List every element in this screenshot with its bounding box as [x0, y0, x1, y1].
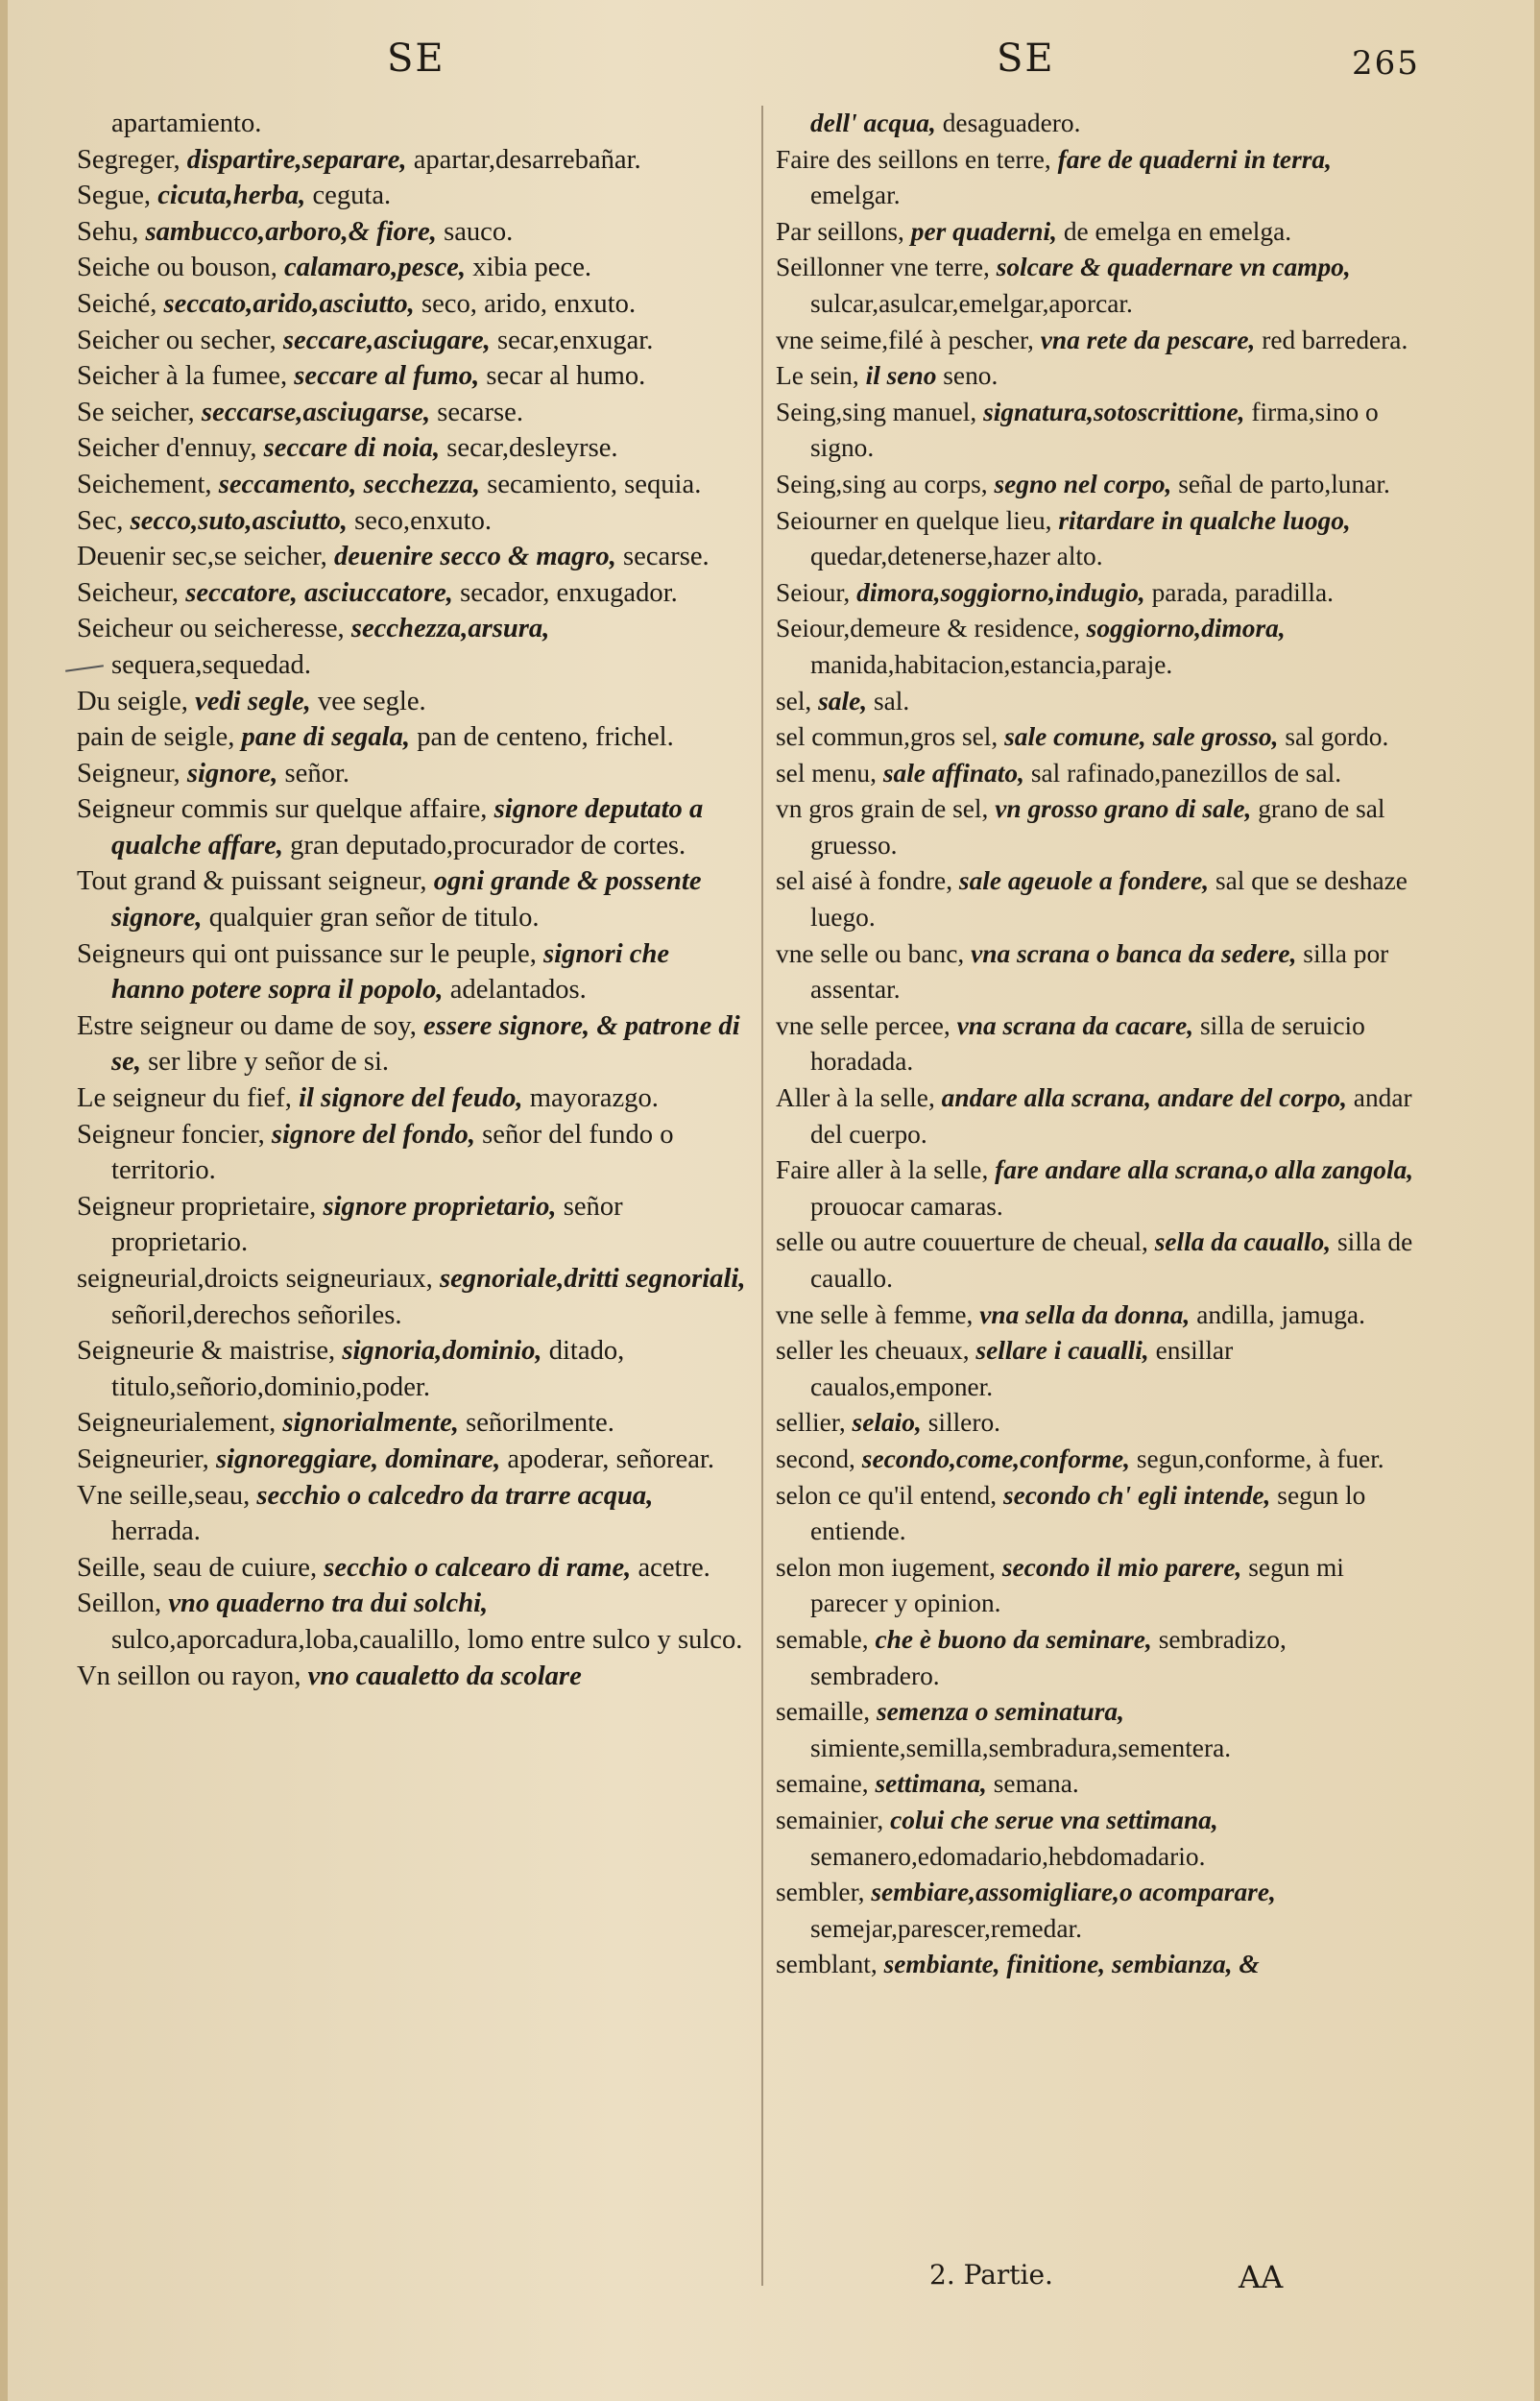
- dictionary-entry: [77, 611, 749, 683]
- italian-gloss: sembiante, finitione, sembianza, &: [883, 1950, 1260, 1979]
- dictionary-entry: [776, 684, 1417, 720]
- entry-text: semejar,parescer,remedar.: [810, 1913, 1082, 1943]
- dictionary-entry: [77, 323, 749, 359]
- dictionary-entry: [776, 575, 1417, 612]
- italian-gloss: dell' acqua,: [810, 109, 936, 137]
- italian-gloss: signore,: [186, 758, 278, 788]
- entry-text: sauco.: [444, 216, 514, 247]
- dictionary-entry: [776, 1442, 1417, 1478]
- entry-text: de emelga en emelga.: [1063, 216, 1292, 246]
- signature-mark: AA: [1239, 2259, 1284, 2295]
- entry-text: semaille,: [776, 1697, 871, 1727]
- entry-text: quedar,detenerse,hazer alto.: [810, 542, 1103, 571]
- italian-gloss: il signore del feudo,: [299, 1083, 523, 1114]
- entry-text: Seigneur,: [77, 758, 180, 788]
- entry-text: simiente,semilla,sembradura,sementera.: [810, 1733, 1232, 1762]
- italian-gloss: segnoriale,dritti segnoriali,: [439, 1264, 746, 1294]
- italian-gloss: selaio,: [852, 1408, 922, 1438]
- italian-gloss: secchezza,arsura,: [350, 614, 550, 644]
- entry-text: semblant,: [776, 1950, 878, 1979]
- italian-gloss: sella da cauallo,: [1154, 1227, 1332, 1257]
- dictionary-entry: [776, 323, 1417, 359]
- entry-text: sel,: [776, 686, 812, 715]
- entry-text: Le seigneur du fief,: [77, 1083, 292, 1114]
- italian-gloss: signori che hanno potere sopra il popolo,: [111, 938, 670, 1006]
- dictionary-entry: [776, 863, 1417, 935]
- entry-text: parada, paradilla.: [1151, 577, 1334, 607]
- dictionary-entry: [776, 1008, 1417, 1080]
- entry-text: Faire des seillons en terre,: [776, 144, 1051, 174]
- dictionary-entry: [776, 1080, 1417, 1152]
- entry-text: Deuenir sec,se seicher,: [77, 542, 327, 572]
- dictionary-entry: [77, 395, 749, 431]
- italian-gloss: seccare al fumo,: [294, 361, 480, 392]
- right-column: [776, 106, 1417, 1983]
- dictionary-entry: [77, 1189, 749, 1261]
- dictionary-entry: [77, 791, 749, 863]
- entry-text: Vne seille,seau,: [77, 1480, 251, 1511]
- dictionary-entry: [77, 1442, 749, 1478]
- italian-gloss: vn grosso grano di sale,: [995, 794, 1252, 824]
- entry-text: Sehu,: [77, 216, 139, 247]
- entry-text: emelgar.: [810, 181, 901, 210]
- entry-text: sulcar,asulcar,emelgar,aporcar.: [810, 288, 1133, 318]
- dictionary-entry: [776, 250, 1417, 322]
- dictionary-entry: [776, 756, 1417, 792]
- entry-text: grano de sal gruesso.: [810, 794, 1385, 860]
- entry-text: vn gros grain de sel,: [776, 794, 989, 824]
- entry-text: Par seillons,: [776, 216, 904, 246]
- entry-text: prouocar camaras.: [810, 1191, 1003, 1221]
- entry-text: selle ou autre couuerture de cheual,: [776, 1227, 1148, 1257]
- italian-gloss: sale comune, sale grosso,: [1004, 722, 1279, 752]
- entry-text: secarse.: [623, 542, 710, 572]
- italian-gloss: signore deputato a qualche affare,: [111, 794, 704, 861]
- italian-gloss: vno caualetto da scolare: [307, 1661, 582, 1691]
- entry-text: silla de seruicio horadada.: [810, 1010, 1365, 1077]
- entry-text: Seing,sing manuel,: [776, 397, 977, 426]
- italian-gloss: dimora,soggiorno,indugio,: [856, 577, 1145, 607]
- entry-text: Segue,: [77, 181, 152, 211]
- italian-gloss: sembiare,assomigliare,o acomparare,: [871, 1878, 1276, 1907]
- italian-gloss: vna sella da donna,: [979, 1299, 1191, 1329]
- entry-text: pan de centeno, frichel.: [417, 722, 674, 753]
- footer-part-label: 2. Partie.: [929, 2259, 1053, 2291]
- dictionary-page: [8, 0, 1534, 2401]
- italian-gloss: seccarse,asciugarse,: [201, 397, 431, 427]
- entry-text: red barredera.: [1262, 325, 1408, 354]
- entry-text: sel aisé à fondre,: [776, 866, 953, 896]
- dictionary-entry: [77, 358, 749, 395]
- italian-gloss: seccare di noia,: [263, 433, 441, 464]
- italian-gloss: secco,suto,asciutto,: [130, 505, 348, 536]
- entry-text: Seillon,: [77, 1589, 162, 1619]
- dictionary-entry: [77, 1659, 749, 1695]
- entry-text: Sec,: [77, 505, 124, 536]
- dictionary-entry: [77, 756, 749, 792]
- entry-text: Seillonner vne terre,: [776, 253, 990, 282]
- entry-text: segun lo entiende.: [810, 1480, 1366, 1546]
- entry-text: silla por assentar.: [810, 938, 1389, 1005]
- italian-gloss: signore del fondo,: [271, 1119, 476, 1150]
- entry-text: Aller à la selle,: [776, 1083, 935, 1113]
- dictionary-entry: [776, 936, 1417, 1008]
- entry-text: semainier,: [776, 1805, 884, 1834]
- entry-text: sal gordo.: [1285, 722, 1389, 752]
- entry-text: apartar,desarrebañar.: [413, 144, 641, 175]
- italian-gloss: seccare,asciugare,: [282, 325, 491, 355]
- dictionary-entry: [776, 1405, 1417, 1442]
- entry-text: seller les cheuaux,: [776, 1336, 970, 1366]
- entry-text: selon mon iugement,: [776, 1552, 996, 1582]
- italian-gloss: signoreggiare, dominare,: [215, 1443, 501, 1474]
- entry-text: secamiento, sequia.: [487, 469, 702, 499]
- dictionary-entry: [776, 719, 1417, 756]
- entry-text: xibia pece.: [472, 253, 592, 283]
- italian-gloss: cicuta,herba,: [157, 181, 306, 211]
- entry-text: secarse.: [437, 397, 523, 427]
- dictionary-entry: [77, 863, 749, 935]
- entry-text: sel menu,: [776, 758, 877, 788]
- dictionary-entry: [77, 467, 749, 503]
- italian-gloss: vna scrana da cacare,: [956, 1010, 1194, 1040]
- entry-text: gran deputado,procurador de cortes.: [290, 830, 686, 861]
- entry-text: segun mi parecer y opinion.: [810, 1552, 1344, 1618]
- entry-text: desaguadero.: [942, 109, 1081, 137]
- italian-gloss: sellare i caualli,: [975, 1336, 1149, 1366]
- entry-text: pain de seigle,: [77, 722, 235, 753]
- entry-text: señor del fundo o territorio.: [111, 1119, 674, 1186]
- entry-text: sel commun,gros sel,: [776, 722, 999, 752]
- entry-text: mayorazgo.: [529, 1083, 659, 1114]
- entry-text: Seing,sing au corps,: [776, 469, 988, 498]
- entry-text: Tout grand & puissant seigneur,: [77, 866, 427, 897]
- entry-text: sequera,sequedad.: [111, 649, 312, 680]
- entry-text: Seigneurs qui ont puissance sur le peuple,: [77, 938, 537, 969]
- dictionary-entry: [776, 1152, 1417, 1225]
- entry-text: Seiourner en quelque lieu,: [776, 505, 1052, 535]
- entry-text: silla de cauallo.: [810, 1227, 1413, 1293]
- italian-gloss: settimana,: [875, 1769, 987, 1799]
- entry-text: seco,enxuto.: [354, 505, 493, 536]
- entry-text: Seiour,: [776, 577, 851, 607]
- italian-gloss: colui che serue vna settimana,: [890, 1805, 1218, 1834]
- entry-text: qualquier gran señor de titulo.: [208, 903, 540, 934]
- entry-text: secar,desleyrse.: [446, 433, 618, 464]
- italian-gloss: segno nel corpo,: [994, 469, 1172, 498]
- italian-gloss: seccatore, asciuccatore,: [185, 577, 453, 608]
- italian-gloss: secchio o calcedro da trarre acqua,: [256, 1480, 654, 1511]
- dictionary-entry: [776, 611, 1417, 683]
- dictionary-entry: [77, 1117, 749, 1189]
- dictionary-entry: [776, 1622, 1417, 1694]
- entry-text: Seigneur commis sur quelque affaire,: [77, 794, 488, 825]
- dictionary-entry: [776, 214, 1417, 251]
- dictionary-entry: [77, 1008, 749, 1080]
- entry-text: segun,conforme, à fuer.: [1136, 1443, 1384, 1473]
- entry-text: Le sein,: [776, 361, 859, 391]
- entry-text: Seigneurialement,: [77, 1408, 277, 1439]
- italian-gloss: signorialmente,: [282, 1408, 459, 1439]
- italian-gloss: secondo il mio parere,: [1001, 1552, 1242, 1582]
- entry-text: seno.: [943, 361, 999, 391]
- dictionary-entry: [77, 1405, 749, 1442]
- italian-gloss: fare de quaderni in terra,: [1057, 144, 1332, 174]
- dictionary-entry: [776, 791, 1417, 863]
- dictionary-entry: [77, 936, 749, 1008]
- italian-gloss: secchio o calcearo di rame,: [324, 1552, 632, 1583]
- entry-text: apartamiento.: [111, 109, 262, 138]
- entry-text: sembler,: [776, 1878, 865, 1907]
- entry-text: sulco,aporcadura,loba,caualillo, lomo entre sulco y sulco.: [111, 1624, 743, 1655]
- italian-gloss: signore proprietario,: [323, 1191, 557, 1222]
- entry-text: semana.: [993, 1769, 1079, 1799]
- italian-gloss: vedi segle,: [195, 686, 311, 716]
- italian-gloss: signatura,sotoscrittione,: [983, 397, 1245, 426]
- dictionary-entry: [77, 286, 749, 323]
- running-head-right: SE: [997, 36, 1055, 81]
- entry-text: señor proprietario.: [111, 1191, 623, 1258]
- entry-text: ensillar caualos,emponer.: [810, 1336, 1234, 1401]
- entry-text: ser libre y señor de si.: [148, 1047, 390, 1078]
- entry-text: Seigneurie & maistrise,: [77, 1336, 336, 1367]
- entry-text: Seille, seau de cuiure,: [77, 1552, 318, 1583]
- entry-text: secar,enxugar.: [496, 325, 654, 355]
- entry-text: seco, arido, enxuto.: [421, 288, 637, 319]
- entry-text: Seiche ou bouson,: [77, 253, 277, 283]
- italian-gloss: dispartire,separare,: [186, 144, 407, 175]
- italian-gloss: vna rete da pescare,: [1040, 325, 1256, 354]
- entry-text: vee segle.: [317, 686, 426, 716]
- dictionary-entry: [776, 142, 1417, 214]
- italian-gloss: vno quaderno tra dui solchi,: [168, 1589, 489, 1619]
- entry-text: Seicher d'ennuy,: [77, 433, 257, 464]
- entry-text: Segreger,: [77, 144, 180, 175]
- entry-text: vne selle à femme,: [776, 1299, 974, 1329]
- entry-text: Du seigle,: [77, 686, 188, 716]
- italian-gloss: semenza o seminatura,: [876, 1697, 1124, 1727]
- dictionary-entry: [77, 1478, 749, 1550]
- entry-text: vne selle percee,: [776, 1010, 950, 1040]
- italian-gloss: signoria,dominio,: [342, 1336, 542, 1367]
- entry-text: ceguta.: [312, 181, 392, 211]
- dictionary-entry: [77, 178, 749, 214]
- dictionary-entry: [776, 1875, 1417, 1947]
- dictionary-entry: [77, 1261, 749, 1333]
- entry-text: señal de parto,lunar.: [1178, 469, 1390, 498]
- entry-text: secar al humo.: [486, 361, 646, 392]
- dictionary-entry: [77, 1080, 749, 1117]
- entry-text: herrada.: [111, 1516, 201, 1547]
- italian-gloss: sale,: [818, 686, 868, 715]
- dictionary-entry: [77, 1586, 749, 1658]
- italian-gloss: che è buono da seminare,: [875, 1624, 1152, 1654]
- entry-text: señor.: [284, 758, 350, 788]
- italian-gloss: ogni grande & possente signore,: [111, 866, 702, 934]
- dictionary-entry: [776, 1766, 1417, 1803]
- entry-text: sembradizo, sembradero.: [810, 1624, 1287, 1690]
- dictionary-entry: [776, 1694, 1417, 1766]
- dictionary-entry: [776, 358, 1417, 395]
- dictionary-entry: [776, 1550, 1417, 1622]
- entry-text: señorilmente.: [466, 1408, 614, 1439]
- dictionary-entry: [77, 250, 749, 286]
- dictionary-entry: [77, 214, 749, 251]
- entry-text: sal que se deshaze luego.: [810, 866, 1408, 933]
- dictionary-entry: [776, 1478, 1417, 1550]
- entry-text: manida,habitacion,estancia,paraje.: [810, 649, 1173, 679]
- entry-text: sellier,: [776, 1408, 846, 1438]
- entry-text: Seicheur ou seicheresse,: [77, 614, 345, 644]
- italian-gloss: andare alla scrana, andare del corpo,: [941, 1083, 1347, 1113]
- dictionary-entry: [77, 106, 749, 142]
- entry-text: Seicher ou secher,: [77, 325, 277, 355]
- dictionary-entry: [776, 1803, 1417, 1875]
- italian-gloss: sale affinato,: [882, 758, 1024, 788]
- dictionary-entry: [776, 503, 1417, 575]
- entry-text: firma,sino o signo.: [810, 397, 1379, 463]
- dictionary-entry: [77, 684, 749, 720]
- entry-text: semable,: [776, 1624, 869, 1654]
- italian-gloss: pane di segala,: [241, 722, 411, 753]
- dictionary-entry: [776, 467, 1417, 503]
- entry-text: Seiour,demeure & residence,: [776, 614, 1080, 643]
- entry-text: Seigneur proprietaire,: [77, 1191, 317, 1222]
- entry-text: second,: [776, 1443, 855, 1473]
- italian-gloss: calamaro,pesce,: [284, 253, 467, 283]
- entry-text: secador, enxugador.: [460, 577, 678, 608]
- italian-gloss: solcare & quadernare vn campo,: [996, 253, 1351, 282]
- italian-gloss: vna scrana o banca da sedere,: [971, 938, 1297, 968]
- dictionary-entry: [776, 1333, 1417, 1405]
- entry-text: sal rafinado,panezillos de sal.: [1030, 758, 1342, 788]
- entry-text: semanero,edomadario,hebdomadario.: [810, 1841, 1206, 1871]
- entry-text: Seicheur,: [77, 577, 180, 608]
- entry-text: vne selle ou banc,: [776, 938, 965, 968]
- italian-gloss: essere signore, & patrone di se,: [111, 1010, 740, 1078]
- entry-text: Se seicher,: [77, 397, 195, 427]
- entry-text: Seiché,: [77, 288, 157, 319]
- entry-text: andar del cuerpo.: [810, 1083, 1412, 1149]
- left-column: [77, 106, 749, 1694]
- entry-text: seigneurial,droicts seigneuriaux,: [77, 1264, 433, 1294]
- italian-gloss: sambucco,arboro,& fiore,: [145, 216, 437, 247]
- dictionary-entry: [77, 539, 749, 575]
- dictionary-entry: [77, 1333, 749, 1405]
- running-head-left: SE: [387, 36, 445, 81]
- entry-text: Seichement,: [77, 469, 212, 499]
- entry-text: Seicher à la fumee,: [77, 361, 288, 392]
- dictionary-entry: [77, 430, 749, 467]
- column-divider: [761, 106, 763, 2286]
- dictionary-entry: [77, 503, 749, 540]
- entry-text: Seigneur foncier,: [77, 1119, 265, 1150]
- italian-gloss: secondo,come,conforme,: [861, 1443, 1130, 1473]
- dictionary-entry: [77, 1550, 749, 1587]
- italian-gloss: seccamento, secchezza,: [218, 469, 481, 499]
- dictionary-entry: [77, 719, 749, 756]
- entry-text: andilla, jamuga.: [1196, 1299, 1365, 1329]
- entry-text: ditado, titulo,señorio,dominio,poder.: [111, 1336, 625, 1402]
- dictionary-entry: [776, 1225, 1417, 1297]
- entry-text: Seigneurier,: [77, 1443, 209, 1474]
- entry-text: sillero.: [927, 1408, 1000, 1438]
- entry-text: sal.: [873, 686, 910, 715]
- italian-gloss: fare andare alla scrana,o alla zangola,: [995, 1155, 1414, 1185]
- italian-gloss: soggiorno,dimora,: [1086, 614, 1286, 643]
- entry-text: semaine,: [776, 1769, 869, 1799]
- dictionary-entry: [776, 1298, 1417, 1334]
- dictionary-entry: [77, 142, 749, 179]
- dictionary-entry: [776, 106, 1417, 142]
- italian-gloss: seccato,arido,asciutto,: [163, 288, 415, 319]
- entry-text: Estre seigneur ou dame de soy,: [77, 1010, 417, 1041]
- italian-gloss: per quaderni,: [910, 216, 1057, 246]
- entry-text: apoderar, señorear.: [507, 1443, 714, 1474]
- dictionary-entry: [776, 1947, 1417, 1983]
- italian-gloss: deuenire secco & magro,: [334, 542, 616, 572]
- dictionary-entry: [77, 575, 749, 612]
- entry-text: acetre.: [638, 1552, 710, 1583]
- page-number: 265: [1352, 44, 1420, 83]
- italian-gloss: il seno: [865, 361, 937, 391]
- italian-gloss: ritardare in qualche luogo,: [1058, 505, 1351, 535]
- entry-text: adelantados.: [449, 975, 587, 1006]
- entry-text: selon ce qu'il entend,: [776, 1480, 998, 1510]
- entry-text: vne seime,filé à pescher,: [776, 325, 1034, 354]
- entry-text: señoril,derechos señoriles.: [111, 1299, 402, 1330]
- italian-gloss: secondo ch' egli intende,: [1002, 1480, 1271, 1510]
- italian-gloss: sale ageuole a fondere,: [958, 866, 1210, 896]
- entry-text: Faire aller à la selle,: [776, 1155, 989, 1185]
- dictionary-entry: [776, 395, 1417, 467]
- entry-text: Vn seillon ou rayon,: [77, 1661, 301, 1691]
